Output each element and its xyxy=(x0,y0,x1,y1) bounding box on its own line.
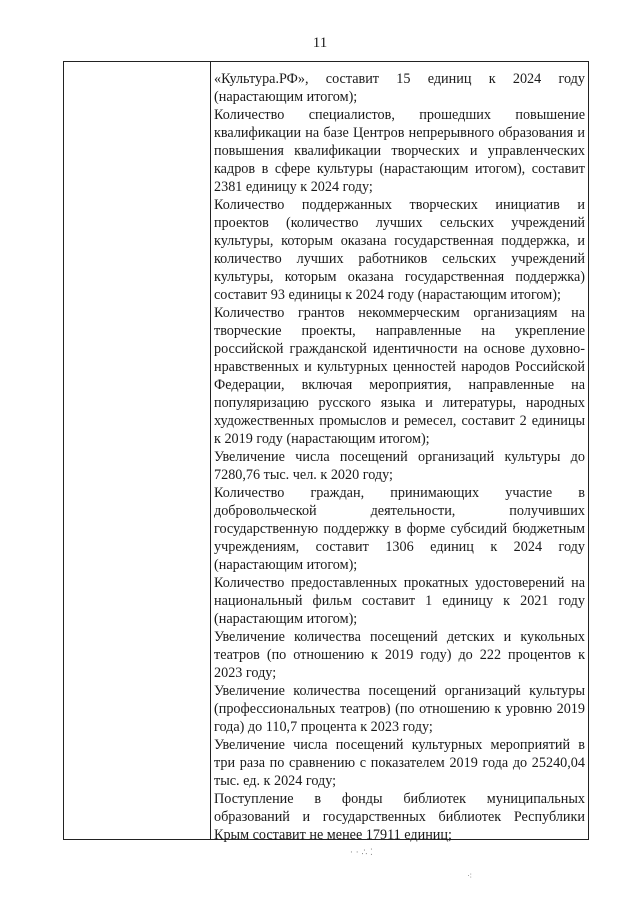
indicator-entry: Увеличение числа посещений организаций культуры до 7280,76 тыс. чел. к 2020 году; xyxy=(214,449,585,483)
stamp-mark: · · ∴ ⁚ xyxy=(350,848,373,858)
indicator-entry: «Культура.РФ», составит 15 единиц к 2024 году (нарастающим итогом); xyxy=(214,71,585,105)
indicator-entry: Увеличение количества посещений детских и кукольных театров (по отношению к 2019 году) до 222 процентов к 2023 году; xyxy=(214,629,585,681)
indicator-entry: Количество поддержанных творческих инициатив и проектов (количество лучших сельских учреждений культуры, которым оказана государственная поддержка, и количество лучших работников сельских учреждений культуры, которым оказана государственная поддержка) составит 93 единицы к 2024 году (нарастающим итогом); xyxy=(214,197,585,303)
indicator-entry: Увеличение количества посещений организаций культуры (профессиональных театров) (по отношению к уровню 2019 года) до 110,7 процента к 2023 году; xyxy=(214,683,585,735)
table-right-cell xyxy=(214,70,585,844)
indicator-entry: Поступление в фонды библиотек муниципальных образований и государственных библиотек Республики Крым составит не менее 17911 единиц; xyxy=(214,791,585,843)
indicator-entry: Количество предоставленных прокатных удостоверений на национальный фильм составит 1 единицу к 2021 году (нарастающим итогом); xyxy=(214,575,585,627)
indicator-table xyxy=(63,61,589,843)
indicator-entry: Количество грантов некоммерческим организациям на творческие проекты, направленные на укрепление российской гражданской идентичности на основе духовно-нравственных и культурных ценностей народов Российской Федерации, включая мероприятия, направленные на популяризацию русского языка и литературы, народных художественных промыслов и ремесел, составит 2 единицы к 2019 году (нарастающим итогом); xyxy=(214,305,585,447)
indicator-entry: Количество граждан, принимающих участие в добровольческой деятельности, получивших государственную поддержку в форме субсидий бюджетным учреждениям, составит 1306 единиц к 2024 году (нарастающим итогом); xyxy=(214,485,585,573)
column-divider xyxy=(210,62,211,839)
indicator-entry: Увеличение числа посещений культурных мероприятий в три раза по сравнению с показателем 2019 года до 25240,04 тыс. ед. к 2024 году; xyxy=(214,737,585,789)
corner-mark: ⁖ xyxy=(467,872,473,882)
indicator-entry: Количество специалистов, прошедших повышение квалификации на базе Центров непрерывного образования и повышения квалификации творческих и управленческих кадров в сфере культуры (нарастающим итогом), составит 2381 единицу к 2024 году; xyxy=(214,107,585,195)
page-number: 11 xyxy=(312,35,328,51)
table-left-cell xyxy=(64,62,210,839)
